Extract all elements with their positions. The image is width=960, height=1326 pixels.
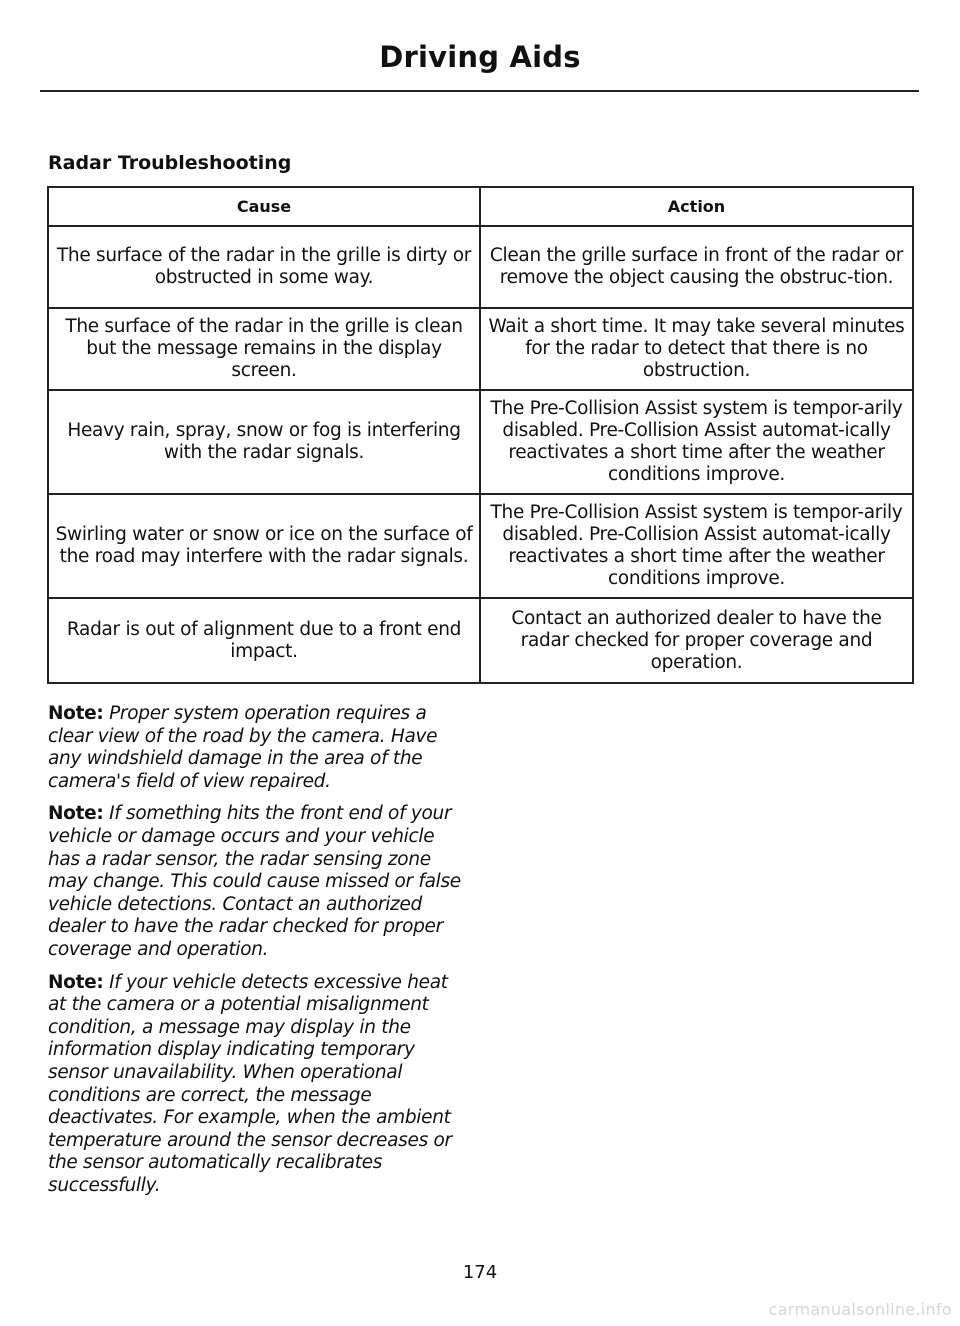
note-label: Note: bbox=[48, 803, 104, 825]
page-number: 174 bbox=[462, 1262, 498, 1283]
action-cell: The Pre-Collision Assist system is tempor-arily disabled. Pre-Collision Assist automat-ically reactivates a short time after the weather conditions improve. bbox=[480, 494, 913, 598]
action-cell: Contact an authorized dealer to have the radar checked for proper coverage and operation. bbox=[480, 598, 913, 683]
note-text: Proper system operation requires a clear view of the road by the camera. Have any windshield damage in the area of the camera's field of view repaired. bbox=[48, 703, 438, 792]
cause-cell: Swirling water or snow or ice on the surface of the road may interfere with the radar signals. bbox=[48, 494, 480, 598]
notes-section bbox=[48, 703, 468, 1207]
header-divider bbox=[40, 90, 919, 92]
action-cell: Wait a short time. It may take several minutes for the radar to detect that there is no obstruction. bbox=[480, 308, 913, 390]
watermark: carmanualsonline.info bbox=[768, 1300, 952, 1319]
note-text: If your vehicle detects excessive heat at the camera or a potential misalignment condition, a message may display in the information display indicating temporary sensor unavailability. When operational conditions are correct, the message deactivates. For example, when the ambient temperature around the sensor decreases or the sensor automatically recalibrates successfully. bbox=[48, 971, 452, 1196]
cause-cell: The surface of the radar in the grille is dirty or obstructed in some way. bbox=[48, 226, 480, 308]
note-label: Note: bbox=[48, 703, 104, 724]
action-cell: The Pre-Collision Assist system is tempor-arily disabled. Pre-Collision Assist automat-ically reactivates a short time after the weather conditions improve. bbox=[480, 390, 913, 494]
table-row bbox=[48, 598, 913, 683]
column-header-action: Action bbox=[480, 187, 913, 226]
note-paragraph bbox=[48, 972, 468, 1198]
section-heading: Radar Troubleshooting bbox=[48, 152, 292, 174]
table-row bbox=[48, 390, 913, 494]
radar-troubleshooting-table bbox=[47, 186, 914, 684]
column-header-cause: Cause bbox=[48, 187, 480, 226]
table-row bbox=[48, 226, 913, 308]
table-row bbox=[48, 494, 913, 598]
note-label: Note: bbox=[48, 971, 104, 993]
note-paragraph bbox=[48, 803, 468, 961]
cause-cell: Radar is out of alignment due to a front end impact. bbox=[48, 598, 480, 683]
page-header-title: Driving Aids bbox=[379, 40, 581, 74]
action-cell: Clean the grille surface in front of the radar or remove the object causing the obstruc-tion. bbox=[480, 226, 913, 308]
cause-cell: Heavy rain, spray, snow or fog is interfering with the radar signals. bbox=[48, 390, 480, 494]
table-header-row bbox=[48, 187, 913, 226]
note-text: If something hits the front end of your vehicle or damage occurs and your vehicle has a radar sensor, the radar sensing zone may change. This could cause missed or false vehicle detections. Contact an authorized dealer to have the radar checked for proper coverage and operation. bbox=[48, 803, 461, 960]
note-paragraph bbox=[48, 703, 468, 793]
table-row bbox=[48, 308, 913, 390]
cause-cell: The surface of the radar in the grille is clean but the message remains in the display screen. bbox=[48, 308, 480, 390]
